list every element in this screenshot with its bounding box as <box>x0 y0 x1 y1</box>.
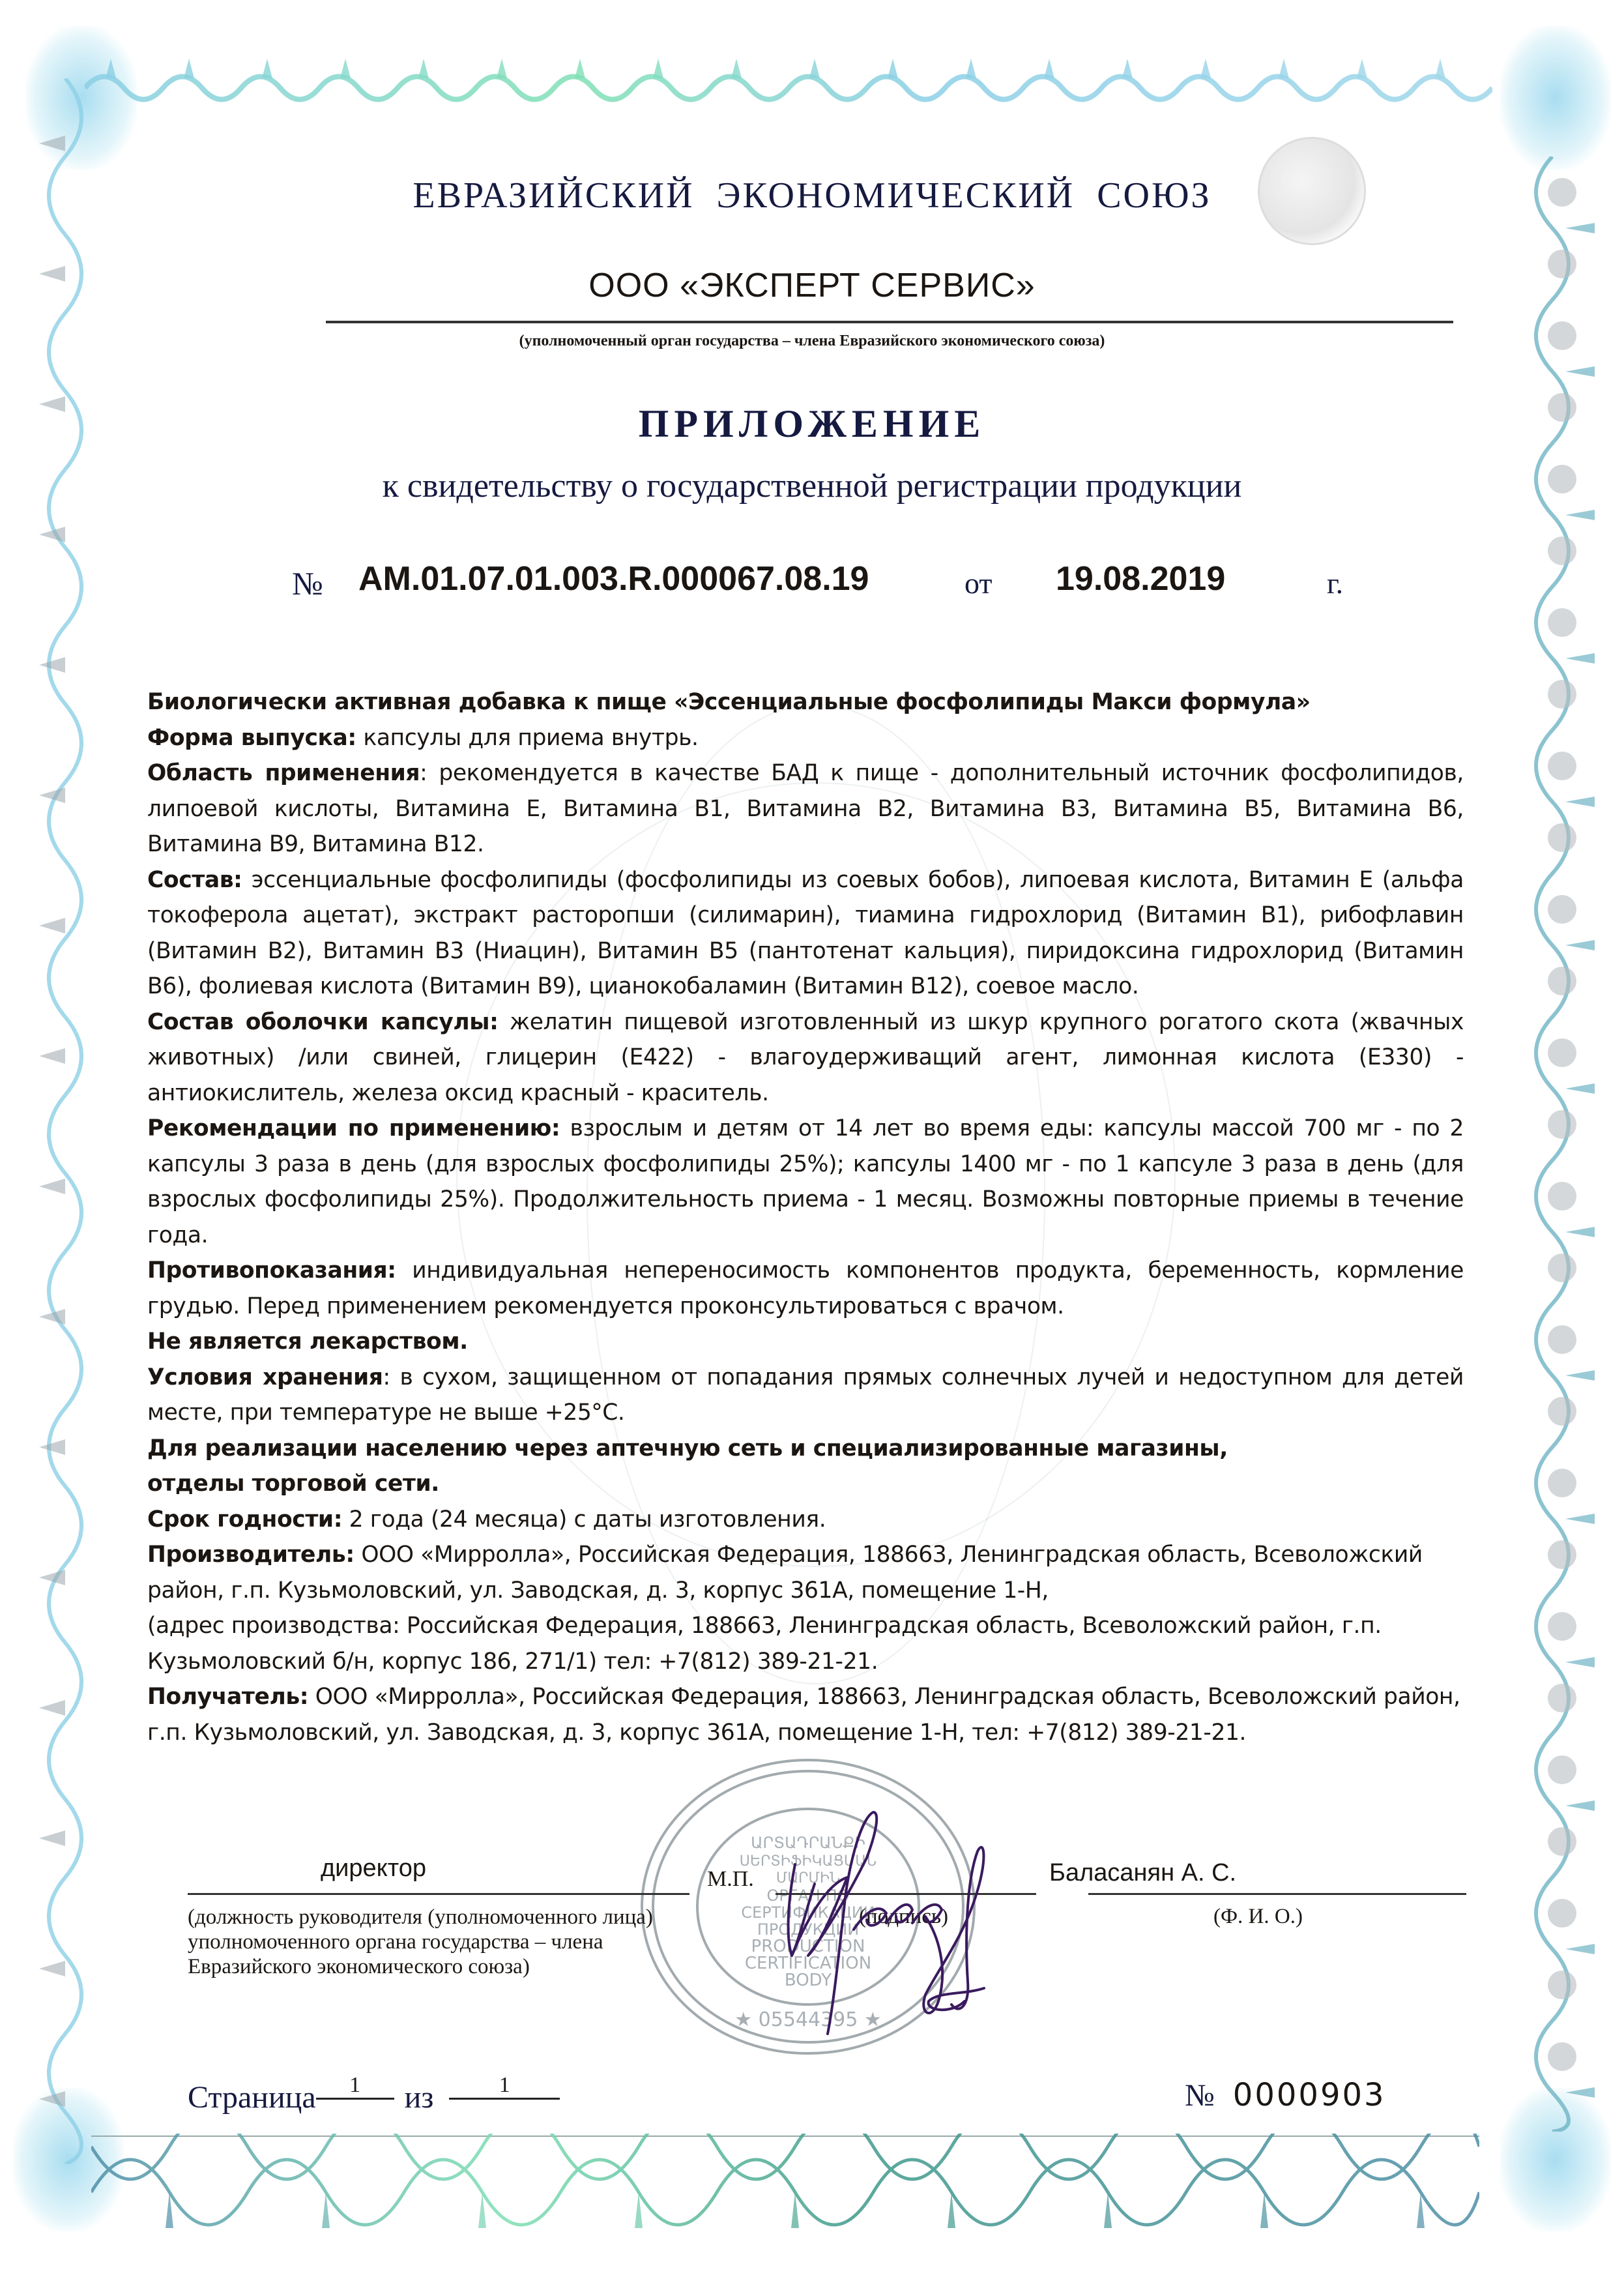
name-line <box>1088 1893 1466 1895</box>
section-label: Форма выпуска: <box>147 724 356 751</box>
section-text: 2 года (24 месяца) с даты изготовления. <box>342 1506 826 1533</box>
section-text: (адрес производства: Российская Федерация, 188663, Ленинградская область, Всеволожский район, г.п. Кузьмоловский б/н, корпус 186, 271/1) тел: +7(812) 389-21-21. <box>147 1613 1382 1675</box>
section-text: : рекомендуется в качестве БАД к пище - дополнительный источник фосфолипидов, липоевой кислоты, Витамина Е, Витамина В1, Витамина В2, Витамина В3, Витамина В5, Витамина В6, Витамина В9, Витамина В12. <box>147 760 1464 857</box>
position-line <box>188 1893 689 1895</box>
section-label: Производитель: <box>147 1542 355 1568</box>
registration-number: AM.01.07.01.003.R.000067.08.19 <box>358 560 869 598</box>
page-total: 1 <box>449 2073 560 2100</box>
union-title: ЕВРАЗИЙСКИЙ ЭКОНОМИЧЕСКИЙ СОЮЗ <box>413 175 1211 216</box>
year-suffix: г. <box>1327 566 1344 600</box>
signer-name: Баласанян А. С. <box>1049 1859 1237 1886</box>
section-text: : в сухом, защищенном от попадания прямых солнечных лучей и недоступном для детей месте, при температуре не выше +25°С. <box>147 1364 1464 1426</box>
page-label: Страница <box>188 2080 316 2115</box>
section-label: Состав оболочки капсулы: <box>147 1008 499 1035</box>
product-title: Биологически активная добавка к пище «Эссенциальные фосфолипиды Макси формула» <box>147 689 1311 715</box>
appendix-title: ПРИЛОЖЕНИЕ <box>638 402 986 445</box>
registration-date: 19.08.2019 <box>1056 560 1226 598</box>
svg-text:BODY: BODY <box>784 1971 832 1990</box>
position-caption: (должность руководителя (уполномоченного лица) уполномоченного органа государства – члена Евразийского экономического союза) <box>188 1905 653 1978</box>
section-text: желатин пищевой изготовленный из шкур крупного рогатого скота (жвачных животных) /или свиней, глицерин (Е422) - влагоудерживащий агент, лимонная кислота (Е330) - антиокислитель, железа оксид красный - краситель. <box>147 1008 1464 1106</box>
appendix-subtitle: к свидетельству о государственной регистрации продукции <box>382 467 1242 505</box>
handwritten-signature-icon <box>769 1786 1108 2060</box>
seal-place-label: М.П. <box>707 1867 754 1891</box>
section-text: ООО «Мирролла», Российская Федерация, 188663, Ленинградская область, Всеволожский район, г.п. Кузьмоловский, ул. Заводская, д. 3, корпус 361А, помещение 1-Н, тел: +7(812) 389-21-21. <box>147 1684 1460 1746</box>
section-label: Состав: <box>147 866 242 893</box>
from-label: от <box>964 566 993 600</box>
section-text: индивидуальная непереносимость компонентов продукта, беременность, кормление грудью. Перед применением рекомендуется проконсультироваться с врачом. <box>147 1257 1464 1319</box>
svg-text:ՄԱՐՄԻՆ: ՄԱՐՄԻՆ <box>776 1870 841 1886</box>
section-text: капсулы для приема внутрь. <box>356 724 699 751</box>
svg-text:★ 05544395 ★: ★ 05544395 ★ <box>734 2008 882 2031</box>
section-label: Область применения <box>147 760 420 786</box>
signature-caption: (подпись) <box>859 1905 948 1928</box>
svg-text:СЕРТИФИКАЦИИ: СЕРТИФИКАЦИИ <box>741 1903 875 1922</box>
section-label: Не является лекарством. <box>147 1328 468 1355</box>
svg-text:ՍԵՐՏԻՖԻԿԱՑՄԱՆ: ՍԵՐՏԻՖԻԿԱՑՄԱՆ <box>739 1853 877 1870</box>
section-label: Условия хранения <box>147 1364 383 1390</box>
section-label: Рекомендации по применению: <box>147 1115 560 1141</box>
of-label: из <box>404 2080 434 2115</box>
section-label: Получатель: <box>147 1684 309 1710</box>
section-label: Срок годности: <box>147 1506 343 1533</box>
page-counter <box>188 2073 560 2115</box>
page-current: 1 <box>316 2073 394 2100</box>
svg-text:ПРОДУКЦИИ: ПРОДУКЦИИ <box>757 1920 860 1939</box>
organization-caption: (уполномоченный орган государства – члена Евразийского экономического союза) <box>519 332 1105 349</box>
serial-number-sign: № <box>1185 2078 1215 2113</box>
number-sign: № <box>292 565 323 602</box>
svg-text:PRODUCTION: PRODUCTION <box>751 1937 865 1956</box>
section-text: ООО «Мирролла», Российская Федерация, 188663, Ленинградская область, Всеволожский район, г.п. Кузьмоловский, ул. Заводская, д. 3, корпус 361А, помещение 1-Н, <box>147 1542 1423 1604</box>
svg-text:ОРГАН ПО: ОРГАН ПО <box>766 1886 850 1905</box>
name-caption: (Ф. И. О.) <box>1213 1905 1303 1928</box>
form-serial-number <box>1185 2077 1386 2113</box>
svg-text:ԱՐՏԱԴՐԱՆՔԻ: ԱՐՏԱԴՐԱՆՔԻ <box>751 1834 865 1852</box>
svg-text:CERTIFICATION: CERTIFICATION <box>744 1954 872 1973</box>
section-label: Противопоказания: <box>147 1257 396 1284</box>
section-text: эссенциальные фосфолипиды (фосфолипиды из соевых бобов), липоевая кислота, Витамин Е (альфа токоферола ацетат), экстракт расторопши (силимарин), тиамина гидрохлорид (Витамин В1), рибофлавин (Витамин В2), Витамин В3 (Ниацин), Витамин В5 (пантотенат кальция), пиридоксина гидрохлорид (Витамин В6), фолиевая кислота (Витамин В9), цианокобаламин (Витамин В12), соевое масло. <box>147 866 1464 999</box>
section-label: Для реализации населению через аптечную сеть и специализированные магазины, <box>147 1435 1228 1461</box>
serial-number-value: 0000903 <box>1232 2077 1386 2113</box>
organization-name: ООО «ЭКСПЕРТ СЕРВИС» <box>588 267 1036 304</box>
section-text: взрослым и детям от 14 лет во время еды: капсулы массой 700 мг - по 2 капсулы 3 раза в день (для взрослых фосфолипиды 25%); капсулы 1400 мг - по 1 капсуле 3 раза в день (для взрослых фосфолипиды 25%). Продолжительность приема - 1 месяц. Возможны повторные приемы в течение года. <box>147 1115 1464 1248</box>
section-label: отделы торговой сети. <box>147 1471 440 1497</box>
signer-position: директор <box>321 1855 426 1882</box>
